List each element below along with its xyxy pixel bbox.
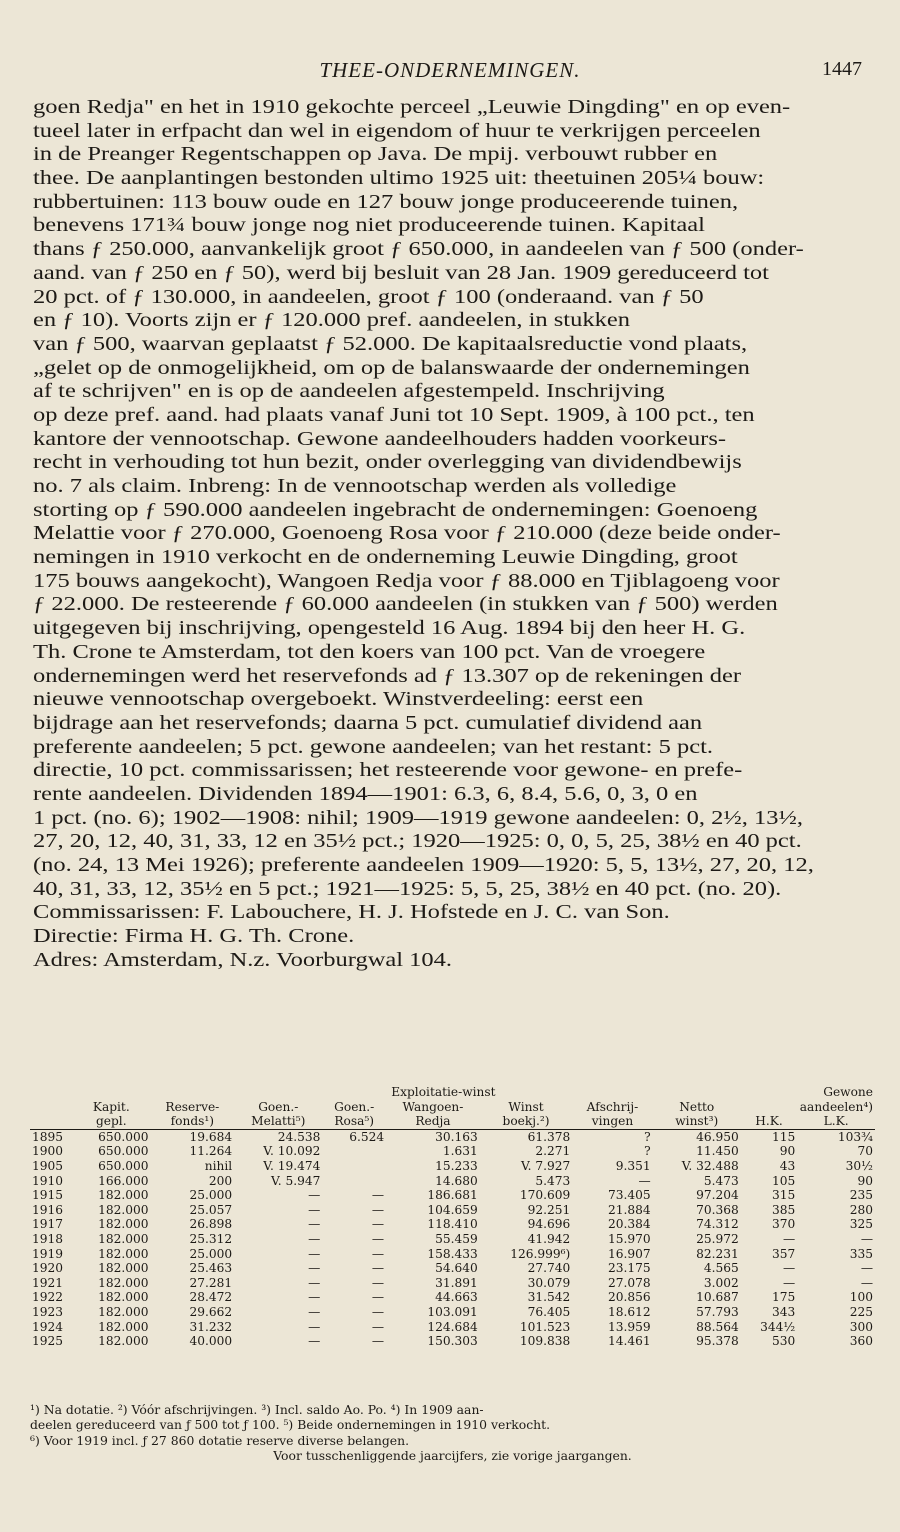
table-group-header-row (30, 1085, 875, 1100)
table-cell: 61.378 (527, 1129, 571, 1144)
table-row (30, 1320, 875, 1335)
text-line: Adres: Amsterdam, N.z. Voorburgwal 104. (33, 949, 453, 971)
table-cell: 90 (779, 1144, 796, 1159)
table-cell: — (783, 1231, 796, 1246)
table-cell: 357 (771, 1246, 796, 1261)
table-row (30, 1232, 875, 1247)
table-cell: 343 (771, 1304, 796, 1319)
row-year: 1900 (32, 1144, 64, 1159)
table-cell: — (371, 1188, 385, 1203)
table-cell: 70.368 (696, 1202, 739, 1217)
table-cell: 11.450 (696, 1144, 739, 1159)
table-cell: — (371, 1319, 385, 1334)
column-header: Kapit. (92, 1099, 130, 1114)
table-cell: 11.264 (189, 1144, 233, 1159)
table-cell: 43 (779, 1158, 796, 1173)
table-cell: — (783, 1261, 796, 1276)
table-cell: — (371, 1304, 385, 1319)
table-cell: 95.378 (696, 1334, 739, 1349)
table-cell: 166.000 (98, 1173, 149, 1188)
table-cell: 10.687 (696, 1290, 739, 1305)
table-cell: 186.681 (427, 1188, 478, 1203)
text-line: no. 7 als claim. Inbreng: In de vennootschap werden als volledige (33, 476, 677, 497)
table-cell: — (371, 1202, 385, 1217)
table-cell: 530 (771, 1334, 796, 1349)
table-cell: 27.281 (189, 1275, 233, 1290)
table-cell: 182.000 (98, 1261, 149, 1276)
table-cell: 54.640 (435, 1261, 478, 1276)
table-cell: 27.740 (527, 1261, 571, 1276)
column-header: winst³) (653, 1114, 741, 1129)
table-cell: 105 (771, 1173, 796, 1188)
financial-table (30, 1085, 875, 1349)
table-cell: 335 (849, 1246, 873, 1261)
text-line: Commissarissen: F. Labouchere, H. J. Hofstede en J. C. van Son. (33, 902, 670, 924)
row-year: 1916 (32, 1202, 64, 1217)
table-cell: 182.000 (98, 1246, 149, 1261)
table-cell: 26.898 (189, 1217, 233, 1232)
table-cell: — (860, 1261, 873, 1276)
row-year: 1922 (32, 1290, 64, 1305)
footnotes (30, 1402, 875, 1463)
text-line: tueel later in erfpacht dan wel in eigendom of huur te verkrijgen perceelen (33, 120, 761, 142)
table-body (30, 1129, 875, 1348)
table-cell: V. 5.947 (271, 1173, 321, 1188)
text-line: Melattie voor ƒ 270.000, Goenoeng Rosa voor ƒ 210.000 (deze beide onder- (33, 523, 781, 545)
table-cell: 124.684 (427, 1319, 478, 1334)
row-year: 1919 (32, 1246, 64, 1261)
table-cell: 74.312 (696, 1217, 739, 1232)
table-row (30, 1305, 875, 1320)
column-header: Melatti⁵) (234, 1114, 322, 1129)
table-cell: ? (644, 1129, 651, 1144)
table-cell: 182.000 (98, 1334, 149, 1349)
table-cell: 13.959 (607, 1319, 651, 1334)
table-cell: 235 (849, 1188, 873, 1203)
table-cell: — (308, 1188, 321, 1203)
table-cell: 158.433 (427, 1246, 478, 1261)
table-cell: 21.884 (607, 1202, 651, 1217)
column-header: Goen.- (334, 1099, 375, 1114)
table-cell: 103.091 (427, 1304, 478, 1319)
table-cell: — (638, 1173, 651, 1188)
table-cell: 370 (771, 1217, 796, 1232)
table-cell: 40.000 (189, 1334, 233, 1349)
table-cell: 100 (849, 1290, 873, 1305)
text-line: bijdrage aan het reservefonds; daarna 5 pct. cumulatief dividend aan (33, 712, 703, 734)
table-cell: 92.251 (527, 1202, 571, 1217)
column-header: Afschrij- (586, 1099, 639, 1114)
table-header-row-2 (30, 1114, 875, 1129)
text-line: uitgegeven bij inschrijving, opengesteld 16 Aug. 1894 bij den heer H. G. (33, 618, 746, 640)
table-row (30, 1276, 875, 1291)
table-cell: 182.000 (98, 1217, 149, 1232)
text-line: rente aandeelen. Dividenden 1894—1901: 6.3, 6, 8.4, 5.6, 0, 3, 0 en (33, 783, 698, 805)
table-cell: 27.078 (607, 1275, 651, 1290)
text-line: storting op ƒ 590.000 aandeelen ingebracht de ondernemingen: Goenoeng (33, 499, 758, 521)
table-cell: — (308, 1202, 321, 1217)
table-cell: nihil (204, 1158, 233, 1173)
footnote-line: deelen gereduceerd van ƒ 500 tot ƒ 100. ⁵) Beide ondernemingen in 1910 verkocht. (30, 1417, 551, 1433)
text-line: nemingen in 1910 verkocht en de onderneming Leuwie Dingding, groot (33, 547, 738, 569)
table-cell: 5.473 (535, 1173, 571, 1188)
column-header: Redja (386, 1114, 480, 1129)
table-cell: — (371, 1261, 385, 1276)
column-header: Netto (679, 1099, 715, 1114)
table-cell: 88.564 (696, 1319, 739, 1334)
table-cell: 126.999⁶) (510, 1246, 571, 1261)
table-cell: 5.473 (703, 1173, 739, 1188)
table-cell: 182.000 (98, 1188, 149, 1203)
text-line: recht in verhouding tot hun bezit, onder overlegging van dividendbewijs (33, 452, 742, 474)
table-cell: 150.303 (427, 1334, 478, 1349)
table-cell: 109.838 (519, 1334, 571, 1349)
table-cell: 25.463 (189, 1261, 233, 1276)
text-line: op deze pref. aand. had plaats vanaf Juni tot 10 Sept. 1909, à 100 pct., ten (33, 404, 755, 426)
column-header: fonds¹) (151, 1114, 235, 1129)
table-cell: 76.405 (527, 1304, 571, 1319)
table-cell: — (308, 1290, 321, 1305)
row-year: 1917 (32, 1217, 64, 1232)
table-cell: 28.472 (189, 1290, 233, 1305)
row-year: 1905 (32, 1158, 64, 1173)
column-header: H.K. (741, 1114, 797, 1129)
table-cell: 104.659 (427, 1202, 478, 1217)
column-header: Rosa⁵) (322, 1114, 386, 1129)
table-cell: 182.000 (98, 1304, 149, 1319)
row-year: 1921 (32, 1275, 64, 1290)
table-cell: 18.612 (607, 1304, 651, 1319)
table-row (30, 1144, 875, 1159)
table-cell (322, 1159, 386, 1174)
row-year: 1915 (32, 1188, 64, 1203)
table-cell: — (371, 1275, 385, 1290)
table-cell: 30.163 (435, 1129, 478, 1144)
table-cell: 29.662 (189, 1304, 233, 1319)
column-header: boekj.²) (480, 1114, 572, 1129)
table-row (30, 1261, 875, 1276)
table-cell: 57.793 (696, 1304, 739, 1319)
running-title: THEE-ONDERNEMINGEN. (319, 58, 581, 82)
text-line: directie, 10 pct. commissarissen; het resteerende voor gewone- en prefe- (33, 760, 743, 782)
table-cell: — (308, 1275, 321, 1290)
table-cell: 20.856 (607, 1290, 651, 1305)
table-cell: 90 (857, 1173, 873, 1188)
table-cell: 46.950 (696, 1129, 739, 1144)
table-cell: 14.461 (607, 1334, 651, 1349)
text-line: preferente aandeelen; 5 pct. gewone aandeelen; van het restant: 5 pct. (33, 736, 714, 758)
table-cell: 31.891 (435, 1275, 478, 1290)
text-line: (no. 24, 13 Mei 1926); preferente aandeelen 1909—1920: 5, 5, 13½, 27, 20, 12, (33, 855, 814, 876)
column-header: aandeelen⁴) (799, 1099, 873, 1114)
text-line: ƒ 22.000. De resteerende ƒ 60.000 aandeelen (in stukken van ƒ 500) werden (33, 594, 778, 616)
text-line: 175 bouws aangekocht), Wangoen Redja voor ƒ 88.000 en Tjiblagoeng voor (33, 570, 780, 592)
table-cell: 16.907 (607, 1246, 651, 1261)
table-row (30, 1247, 875, 1262)
table-cell: 31.542 (527, 1290, 571, 1305)
table-row (30, 1203, 875, 1218)
table-cell: — (371, 1231, 385, 1246)
column-header: gepl. (72, 1114, 151, 1129)
table-cell: 23.175 (607, 1261, 651, 1276)
text-line: en ƒ 10). Voorts zijn er ƒ 120.000 pref. aandeelen, in stukken (33, 310, 630, 332)
text-line: in de Preanger Regentschappen op Java. De mpij. verbouwt rubber en (33, 144, 718, 166)
text-line: af te schrijven" en is op de aandeelen afgestempeld. Inschrijving (33, 381, 665, 403)
table-cell: 9.351 (615, 1158, 651, 1173)
table-cell: 315 (771, 1188, 796, 1203)
body-text (33, 96, 869, 972)
table-cell: 385 (771, 1202, 796, 1217)
table-cell: 15.233 (435, 1158, 478, 1173)
table-cell: 650.000 (98, 1158, 149, 1173)
table-cell: 30.079 (527, 1275, 571, 1290)
text-line: 27, 20, 12, 40, 31, 33, 12 en 35½ pct.; 1920—1925: 0, 0, 5, 25, 38½ en 40 pct. (33, 831, 802, 853)
table-cell: 182.000 (98, 1202, 149, 1217)
text-line: nieuwe vennootschap overgeboekt. Winstverdeeling: eerst een (33, 689, 644, 711)
row-year: 1925 (32, 1334, 64, 1349)
table-cell: 94.696 (527, 1217, 571, 1232)
table-cell: 25.000 (189, 1246, 233, 1261)
table-row (30, 1217, 875, 1232)
column-header: Goen.- (258, 1099, 299, 1114)
table-cell (322, 1174, 386, 1189)
group-header-gewone: Gewone (823, 1085, 873, 1099)
text-line: van ƒ 500, waarvan geplaatst ƒ 52.000. De kapitaalsreductie vond plaats, (33, 333, 748, 355)
table-cell: 97.204 (696, 1188, 739, 1203)
column-header: vingen (572, 1114, 652, 1129)
footnote-line: ¹) Na dotatie. ²) Vóór afschrijvingen. ³) Incl. saldo Ao. Po. ⁴) In 1909 aan- (30, 1402, 484, 1417)
row-year: 1918 (32, 1231, 64, 1246)
table-cell: 25.312 (189, 1231, 233, 1246)
table-cell: 19.684 (189, 1129, 233, 1144)
table-cell: 101.523 (519, 1319, 571, 1334)
table-cell: 360 (849, 1334, 873, 1349)
table-cell: 2.271 (535, 1144, 571, 1159)
text-line: „gelet op de onmogelijkheid, om op de balanswaarde der ondernemingen (33, 357, 750, 379)
table-cell: 4.565 (703, 1261, 739, 1276)
table-cell: V. 32.488 (681, 1158, 739, 1173)
table-cell (322, 1144, 386, 1159)
financial-table-wrap (30, 1085, 875, 1349)
column-header: L.K. (797, 1114, 875, 1129)
table-cell: — (371, 1290, 385, 1305)
table-cell: — (308, 1304, 321, 1319)
page-number: 1447 (822, 58, 862, 80)
table-cell: 14.680 (435, 1173, 478, 1188)
text-line: 20 pct. of ƒ 130.000, in aandeelen, groot ƒ 100 (onderaand. van ƒ 50 (33, 286, 704, 308)
table-cell: 182.000 (98, 1319, 149, 1334)
text-line: 1 pct. (no. 6); 1902—1908: nihil; 1909—1919 gewone aandeelen: 0, 2½, 13½, (33, 807, 804, 829)
table-cell: 41.942 (527, 1231, 571, 1246)
table-cell: 182.000 (98, 1231, 149, 1246)
footnote-line: ⁶) Voor 1919 incl. ƒ 27 860 dotatie reserve diverse belangen. (30, 1432, 410, 1448)
table-cell: 25.972 (696, 1231, 739, 1246)
table-row (30, 1334, 875, 1349)
text-line: ondernemingen werd het reservefonds ad ƒ 13.307 op de rekeningen der (33, 665, 742, 687)
table-cell: 55.459 (435, 1231, 478, 1246)
row-year: 1923 (32, 1304, 64, 1319)
table-cell: 118.410 (427, 1217, 478, 1232)
text-line: rubbertuinen: 113 bouw oude en 127 bouw jonge produceerende tuinen, (33, 191, 739, 213)
row-year: 1924 (32, 1319, 64, 1334)
table-row (30, 1129, 875, 1144)
table-cell: 6.524 (349, 1129, 385, 1144)
table-cell: 182.000 (98, 1290, 149, 1305)
table-cell: 650.000 (98, 1129, 149, 1144)
text-line: kantore der vennootschap. Gewone aandeelhouders hadden voorkeurs- (33, 428, 727, 450)
table-cell: 30½ (845, 1158, 873, 1173)
table-cell: 344½ (760, 1319, 796, 1334)
table-cell: ? (644, 1144, 651, 1159)
text-line: 40, 31, 33, 12, 35½ en 5 pct.; 1921—1925: 5, 5, 25, 38½ en 40 pct. (no. 20). (33, 878, 782, 900)
footnote-line: Voor tusschenliggende jaarcijfers, zie vorige jaargangen. (273, 1447, 632, 1463)
table-header-row-1 (30, 1100, 875, 1115)
text-line: Th. Crone te Amsterdam, tot den koers van 100 pct. Van de vroegere (33, 641, 706, 663)
table-cell: 170.609 (519, 1188, 571, 1203)
table-cell: 650.000 (98, 1144, 149, 1159)
table-cell: 70 (857, 1144, 873, 1159)
table-cell: — (371, 1334, 385, 1349)
text-line: goen Redja" en het in 1910 gekochte perceel „Leuwie Dingding" en op even- (33, 97, 791, 118)
row-year: 1910 (32, 1173, 64, 1188)
text-line: thans ƒ 250.000, aanvankelijk groot ƒ 650.000, in aandeelen van ƒ 500 (onder- (33, 239, 804, 261)
table-cell: — (308, 1319, 321, 1334)
table-cell: — (308, 1334, 321, 1349)
table-cell: 182.000 (98, 1275, 149, 1290)
table-cell: 25.057 (189, 1202, 233, 1217)
table-cell: 25.000 (189, 1188, 233, 1203)
table-cell: 103¾ (837, 1129, 873, 1144)
table-cell: 325 (849, 1217, 873, 1232)
table-cell: 175 (771, 1290, 796, 1305)
table-cell: — (308, 1231, 321, 1246)
column-header: Wangoen- (402, 1099, 464, 1114)
table-cell: — (860, 1231, 873, 1246)
row-year: 1895 (32, 1129, 64, 1144)
table-cell: 115 (771, 1129, 796, 1144)
table-cell: 44.663 (435, 1290, 478, 1305)
table-cell: 20.384 (607, 1217, 651, 1232)
table-row (30, 1174, 875, 1189)
table-cell: — (308, 1261, 321, 1276)
column-header: Winst (508, 1099, 544, 1114)
table-cell: — (308, 1217, 321, 1232)
table-cell: — (860, 1275, 873, 1290)
text-line: Directie: Firma H. G. Th. Crone. (33, 926, 355, 948)
table-cell: 1.631 (442, 1144, 478, 1159)
group-header-exploitatie: Exploitatie-winst (391, 1085, 496, 1099)
table-cell: 280 (849, 1202, 873, 1217)
table-cell: 15.970 (607, 1231, 651, 1246)
table-cell: 225 (849, 1304, 873, 1319)
text-line: benevens 171¾ bouw jonge nog niet produceerende tuinen. Kapitaal (33, 215, 705, 237)
table-cell: 82.231 (696, 1246, 739, 1261)
text-line: aand. van ƒ 250 en ƒ 50), werd bij besluit van 28 Jan. 1909 gereduceerd tot (33, 262, 769, 284)
table-cell: 31.232 (189, 1319, 233, 1334)
table-cell: 3.002 (703, 1275, 739, 1290)
table-cell: V. 7.927 (520, 1158, 571, 1173)
table-cell: — (308, 1246, 321, 1261)
table-cell: 300 (849, 1319, 873, 1334)
row-year: 1920 (32, 1261, 64, 1276)
table-cell: — (783, 1275, 796, 1290)
column-header: Reserve- (165, 1099, 220, 1114)
table-cell: 73.405 (607, 1188, 651, 1203)
table-cell: 200 (208, 1173, 233, 1188)
table-cell: 24.538 (277, 1129, 321, 1144)
table-row (30, 1188, 875, 1203)
table-cell: — (371, 1217, 385, 1232)
table-row (30, 1290, 875, 1305)
table-row (30, 1159, 875, 1174)
table-cell: V. 10.092 (263, 1144, 321, 1159)
table-cell: V. 19.474 (263, 1158, 321, 1173)
running-head (30, 58, 870, 86)
table-cell: — (371, 1246, 385, 1261)
text-line: thee. De aanplantingen bestonden ultimo 1925 uit: theetuinen 205¼ bouw: (33, 168, 765, 190)
